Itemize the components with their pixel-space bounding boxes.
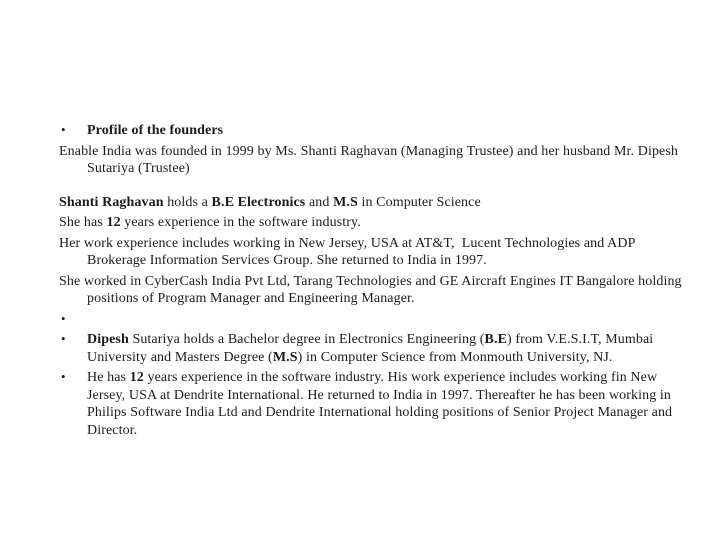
text-line	[59, 194, 704, 212]
paragraph-spacer	[59, 181, 704, 191]
bullet-icon: •	[61, 331, 66, 346]
text-line	[87, 369, 704, 387]
text-line	[87, 311, 704, 329]
text-line	[87, 290, 704, 308]
text-line	[87, 252, 704, 270]
bold-text-span: Profile of the founders	[87, 123, 224, 138]
text-line	[87, 349, 704, 367]
bullet-item	[59, 331, 704, 366]
text-line	[59, 214, 704, 232]
bold-text-span: Shanti Raghavan	[59, 194, 164, 210]
text-line	[59, 273, 704, 291]
bullet-icon: •	[61, 122, 66, 137]
paragraph	[59, 143, 704, 178]
bullet-icon: •	[61, 310, 66, 326]
text-line	[87, 404, 704, 422]
text-span: She worked in CyberCash India Pvt Ltd, Tarang Technologies and GE Aircraft Engines IT Bangalore holding	[59, 273, 682, 289]
text-span: Enable India was founded in 1999 by Ms. Shanti Raghavan (Managing Trustee) and her husband Mr. Dipesh	[59, 143, 679, 159]
text-span: in Computer Science	[357, 194, 481, 210]
text-line	[87, 331, 704, 349]
text-line	[87, 387, 704, 405]
bullet-item	[59, 122, 704, 140]
bold-text-span: B.E Electronics	[211, 194, 306, 210]
text-span: Philips Software India Ltd and Dendrite International holding positions of Senior Project Manager and	[87, 405, 673, 420]
text-span: years experience in the software industry.	[120, 215, 361, 230]
text-line	[87, 422, 704, 440]
text-span: ) from V.E.S.I.T, Mumbai	[507, 332, 654, 347]
text-span: ) in Computer Science from Monmouth University, NJ.	[297, 349, 613, 365]
bullet-item	[59, 311, 704, 329]
bullet-icon: •	[61, 369, 66, 384]
bold-text-span: M.S	[333, 194, 358, 210]
text-span: holds a	[163, 194, 212, 210]
text-span: Director.	[87, 422, 138, 438]
bold-text-span: Dipesh	[87, 332, 129, 347]
text-span: She has	[59, 215, 107, 230]
bold-text-span: B.E	[484, 332, 508, 347]
text-span: years experience in the software industry. His work experience includes working fin New	[143, 370, 658, 385]
text-span: Her work experience includes working in New Jersey, USA at AT&T, Lucent Technologies and ADP	[59, 235, 636, 251]
text-line	[59, 235, 704, 253]
text-line	[87, 122, 704, 140]
paragraph	[59, 273, 704, 308]
bold-text-span: M.S	[272, 349, 298, 365]
text-span: Sutariya holds a Bachelor degree in Electronics Engineering (	[128, 332, 485, 347]
text-span: University and Masters Degree (	[87, 349, 273, 365]
text-span: and	[305, 194, 334, 210]
bold-text-span: 12	[106, 215, 121, 230]
bold-text-span: 12	[129, 370, 144, 385]
text-span: Jersey, USA at Dendrite International. He returned to India in 1997. Thereafter he has been working in	[87, 387, 672, 403]
paragraph	[59, 214, 704, 232]
text-span: He has	[87, 370, 130, 385]
bullet-item	[59, 369, 704, 439]
text-span: Sutariya (Trustee)	[87, 161, 190, 176]
paragraph	[59, 194, 704, 212]
text-span: positions of Program Manager and Engineering Manager.	[87, 291, 415, 306]
text-span: Brokerage Information Services Group. She returned to India in 1997.	[87, 253, 487, 268]
paragraph	[59, 235, 704, 270]
text-line	[87, 160, 704, 178]
text-area	[59, 122, 704, 439]
text-line	[59, 143, 704, 161]
